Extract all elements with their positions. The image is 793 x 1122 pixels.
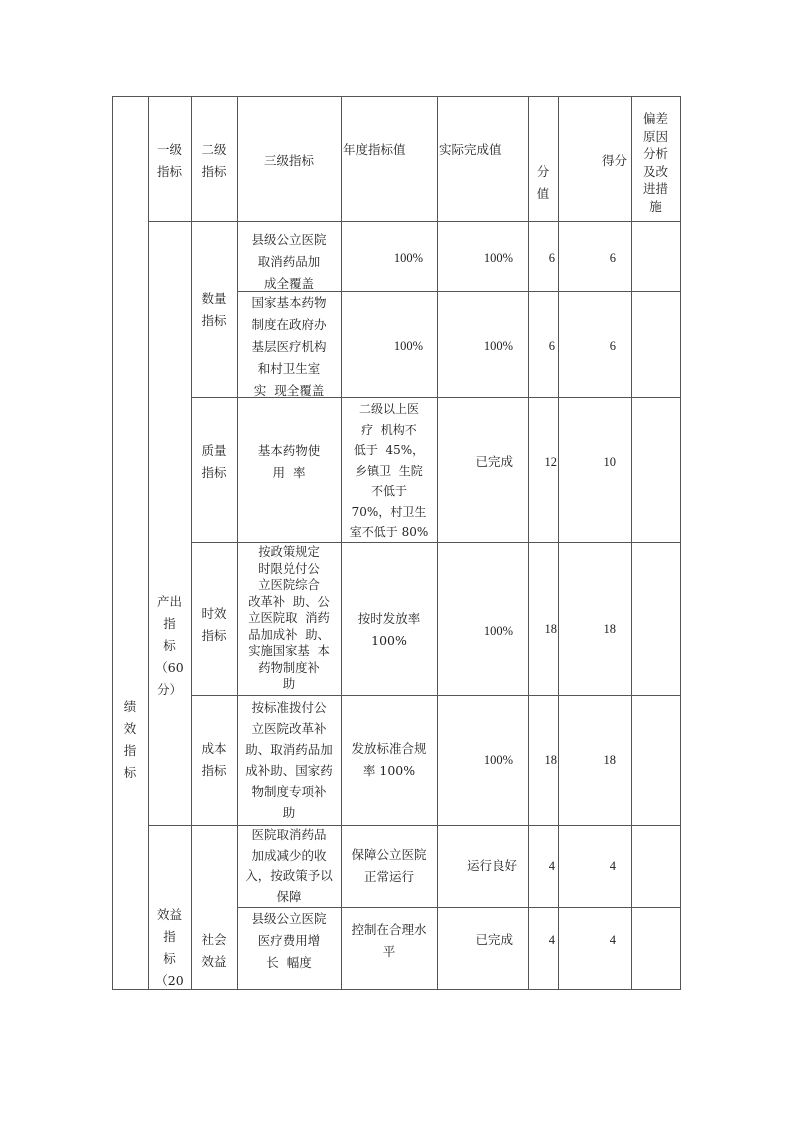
row-line-4 bbox=[191, 695, 681, 696]
row2-points: 6 bbox=[548, 339, 555, 353]
row1-score: 6 bbox=[609, 251, 616, 265]
header-points: 分 值 bbox=[536, 164, 550, 201]
row7-points: 4 bbox=[548, 933, 555, 947]
row2-actual: 100% bbox=[483, 339, 513, 353]
row3-indicator: 基本药物使 用 率 bbox=[257, 443, 321, 480]
row6-score: 4 bbox=[609, 859, 616, 873]
row5-score: 18 bbox=[603, 753, 616, 767]
header-bottom-line bbox=[148, 221, 681, 222]
subgroup-timeliness: 时效 指标 bbox=[201, 606, 227, 643]
row1-indicator: 县级公立医院 取消药品加 成全覆盖 bbox=[251, 232, 327, 291]
row7-indicator: 县级公立医院 医疗费用增 长 幅度 bbox=[251, 911, 327, 970]
group-benefit: 效益 指 标 （20 bbox=[155, 907, 184, 988]
row6-indicator: 医院取消药品 加成减少的收 入，按政策予以 保障 bbox=[245, 827, 333, 904]
row7-score: 4 bbox=[609, 933, 616, 947]
subgroup-social: 社会 效益 bbox=[201, 932, 227, 969]
row5-actual: 100% bbox=[483, 753, 513, 767]
col-line-1 bbox=[148, 96, 149, 990]
subgroup-cost: 成本 指标 bbox=[201, 741, 227, 778]
row1-target: 100% bbox=[393, 251, 423, 265]
row3-score: 10 bbox=[603, 455, 616, 469]
table-top-border bbox=[112, 96, 681, 97]
row3-target: 二级以上医 疗 机构不 低于 45%， 乡镇卫 生院 不低于 70%，村卫生 室不低于 80% bbox=[349, 402, 429, 539]
row4-target: 按时发放率 100% bbox=[357, 611, 421, 648]
table-bottom-border bbox=[112, 989, 681, 990]
header-level3: 三级指标 bbox=[263, 153, 314, 168]
row1-points: 6 bbox=[548, 251, 555, 265]
row6-actual: 运行良好 bbox=[466, 858, 517, 873]
subgroup-quantity: 数量 指标 bbox=[201, 291, 227, 328]
row7-actual: 已完成 bbox=[475, 932, 513, 947]
row5-indicator: 按标准拨付公 立医院改革补 助、取消药品加 成补助、国家药 物制度专项补 助 bbox=[245, 700, 333, 820]
row4-actual: 100% bbox=[483, 624, 513, 638]
row2-score: 6 bbox=[609, 339, 616, 353]
row-line-5 bbox=[148, 825, 681, 826]
header-analysis: 偏差 原因 分析 及改 进措 施 bbox=[642, 111, 668, 214]
row6-points: 4 bbox=[548, 859, 555, 873]
row3-actual: 已完成 bbox=[475, 454, 513, 469]
row5-points: 18 bbox=[544, 753, 557, 767]
header-actual: 实际完成值 bbox=[439, 142, 502, 157]
group-output: 产出 指 标 （60 分） bbox=[155, 594, 184, 697]
header-score: 得分 bbox=[601, 153, 627, 168]
col-line-0 bbox=[112, 96, 113, 990]
header-level1: 一级 指标 bbox=[156, 142, 182, 179]
col-line-2 bbox=[191, 96, 192, 990]
row2-target: 100% bbox=[393, 339, 423, 353]
col-line-9 bbox=[680, 96, 681, 990]
row4-indicator: 按政策规定 时限兑付公 立医院综合 改革补 助、公 立医院取 消药 品加成补 助、 实施国家基 本 药物制度补 助 bbox=[248, 545, 330, 691]
subgroup-quality: 质量 指标 bbox=[201, 443, 227, 480]
row2-indicator: 国家基本药物 制度在政府办 基层医疗机构 和村卫生室 实 现全覆盖 bbox=[251, 295, 327, 398]
row7-target: 控制在合理水 平 bbox=[351, 922, 427, 959]
header-level2: 二级 指标 bbox=[201, 142, 227, 179]
header-target: 年度指标值 bbox=[343, 142, 406, 157]
row3-points: 12 bbox=[544, 455, 557, 469]
row1-actual: 100% bbox=[483, 251, 513, 265]
row4-points: 18 bbox=[544, 622, 557, 636]
row6-target: 保障公立医院 正常运行 bbox=[351, 847, 427, 884]
row5-target: 发放标准合规 率 100% bbox=[351, 741, 427, 778]
row4-score: 18 bbox=[603, 622, 616, 636]
col-line-8 bbox=[631, 96, 632, 990]
outer-label: 绩 效 指 标 bbox=[123, 699, 137, 780]
